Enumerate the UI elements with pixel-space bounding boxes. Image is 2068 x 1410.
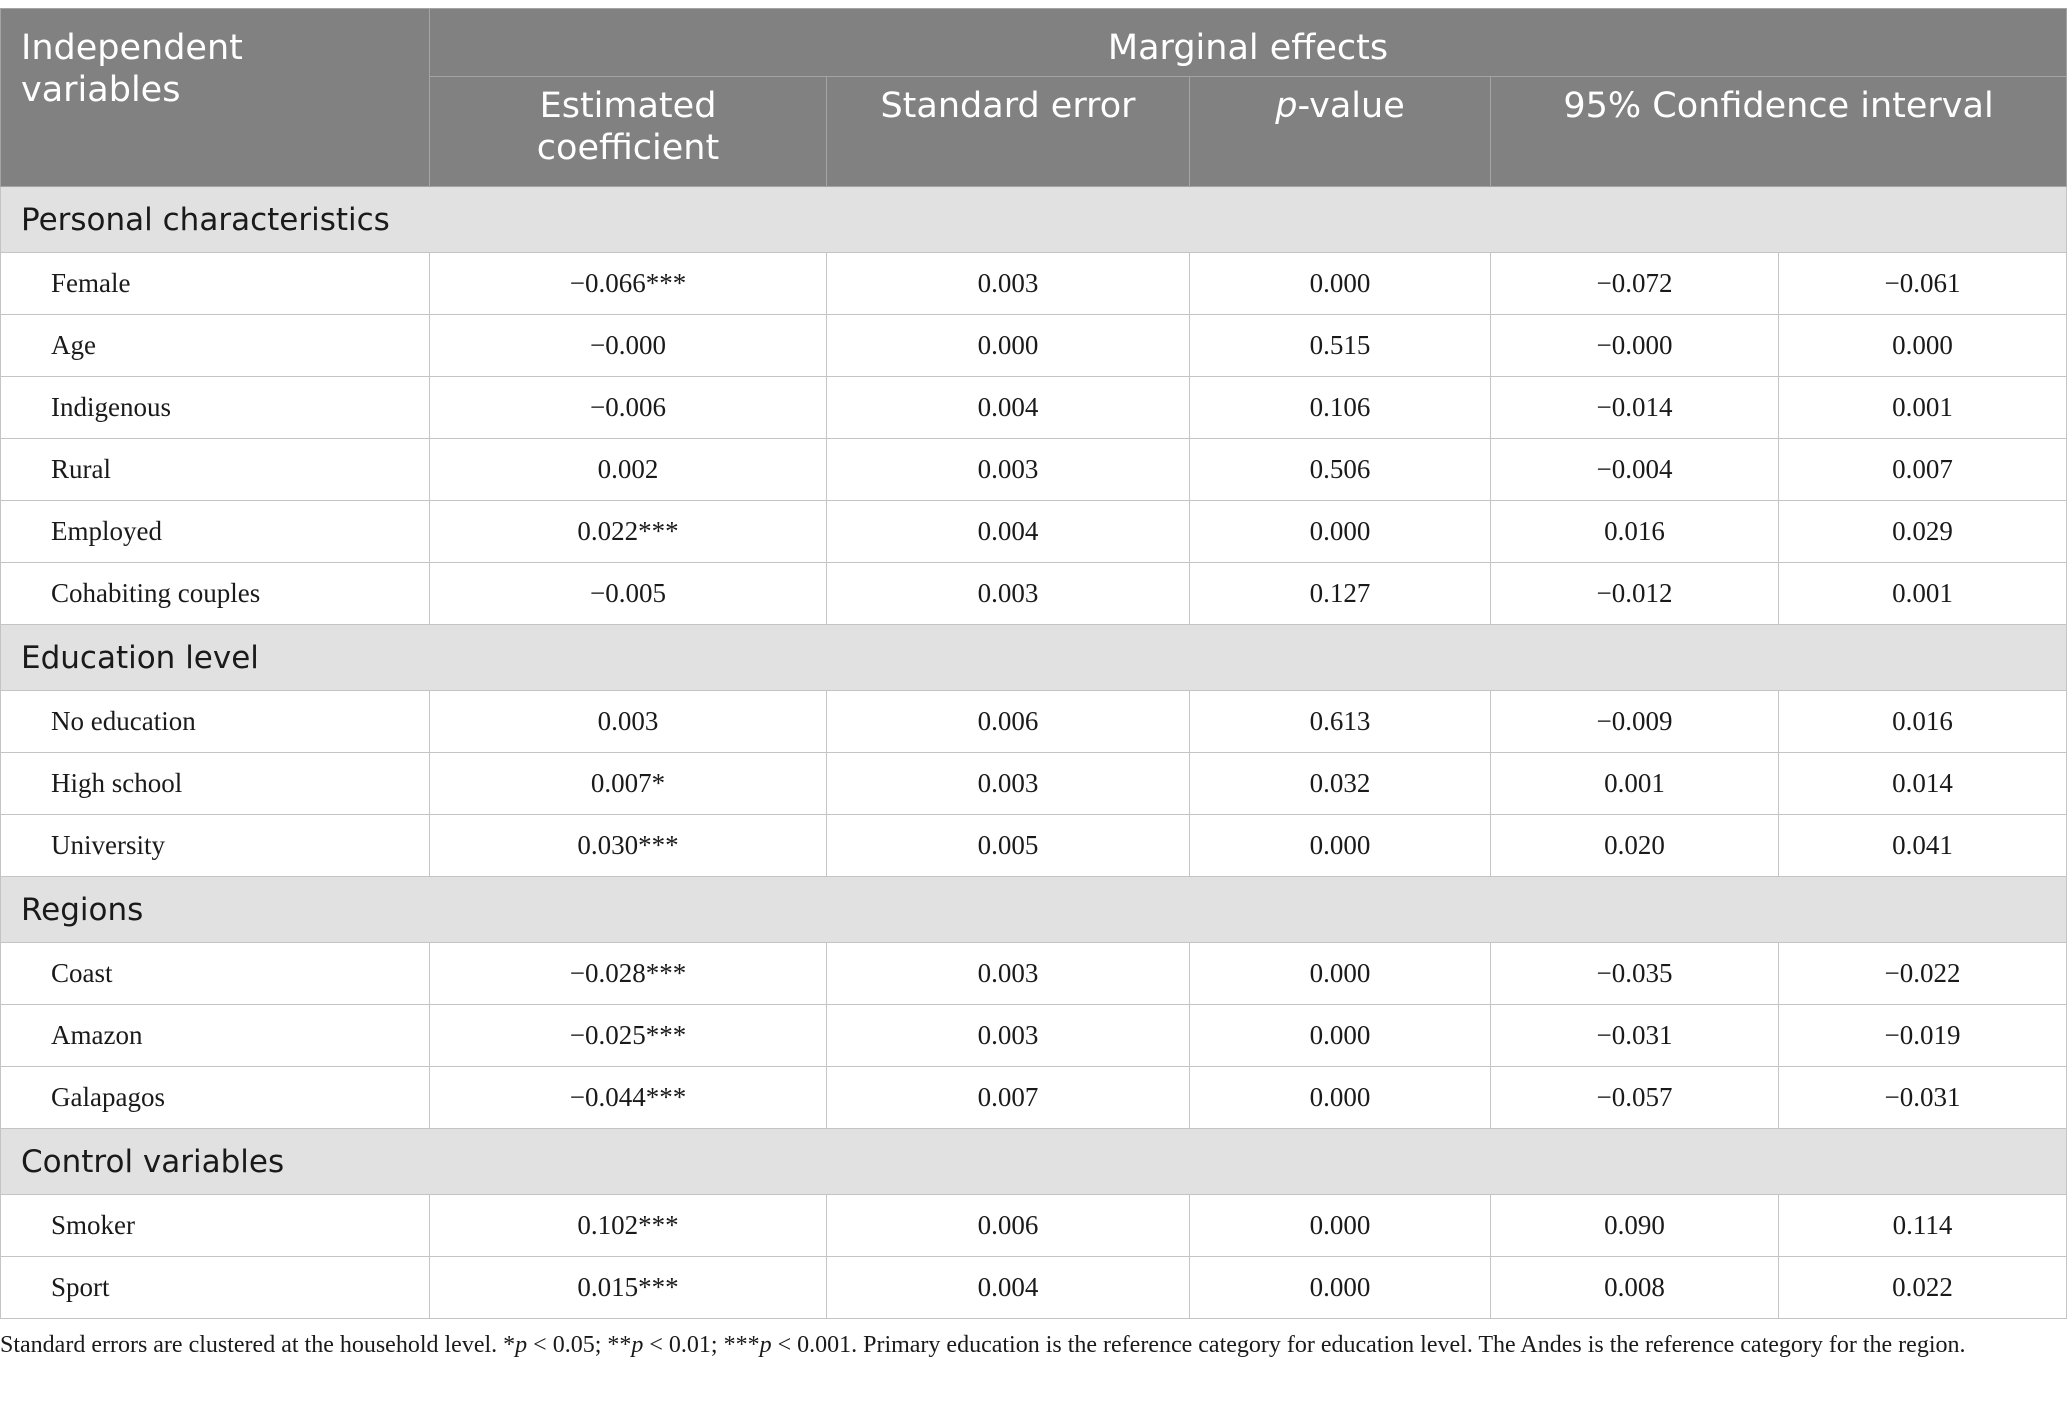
header-p-suffix: -value — [1297, 86, 1405, 126]
cell-ci-upper: 0.016 — [1779, 691, 2067, 753]
cell-ci-lower: −0.009 — [1491, 691, 1779, 753]
table-row — [1, 943, 2067, 1005]
cell-p-value: 0.106 — [1190, 377, 1491, 439]
cell-ci-upper: 0.000 — [1779, 315, 2067, 377]
footnote-text-3: < 0.01; *** — [643, 1332, 760, 1358]
footnote-p-2: p — [631, 1332, 644, 1358]
cell-variable: Coast — [1, 943, 430, 1005]
cell-ci-lower: 0.001 — [1491, 753, 1779, 815]
cell-variable: Indigenous — [1, 377, 430, 439]
cell-coefficient: −0.006 — [430, 377, 827, 439]
cell-ci-lower: 0.016 — [1491, 501, 1779, 563]
cell-ci-lower: −0.000 — [1491, 315, 1779, 377]
table-row — [1, 253, 2067, 315]
cell-coefficient: −0.028*** — [430, 943, 827, 1005]
table-row — [1, 1195, 2067, 1257]
cell-standard-error: 0.004 — [827, 377, 1190, 439]
cell-coefficient: −0.025*** — [430, 1005, 827, 1067]
cell-variable: Cohabiting couples — [1, 563, 430, 625]
section-row — [1, 187, 2067, 253]
cell-standard-error: 0.005 — [827, 815, 1190, 877]
footnote-text-2: < 0.05; ** — [527, 1332, 632, 1358]
cell-ci-lower: −0.012 — [1491, 563, 1779, 625]
table-header — [1, 9, 2067, 187]
cell-p-value: 0.613 — [1190, 691, 1491, 753]
cell-coefficient: 0.022*** — [430, 501, 827, 563]
section-row — [1, 877, 2067, 943]
cell-standard-error: 0.004 — [827, 1257, 1190, 1319]
section-row — [1, 1129, 2067, 1195]
footnote-text-4: < 0.001. Primary education is the reference category for education level. The Andes is the reference category for the region. — [771, 1332, 1966, 1358]
header-confidence-interval: 95% Confidence interval — [1491, 77, 2067, 187]
cell-p-value: 0.127 — [1190, 563, 1491, 625]
cell-ci-upper: 0.001 — [1779, 563, 2067, 625]
cell-ci-upper: 0.029 — [1779, 501, 2067, 563]
cell-variable: Smoker — [1, 1195, 430, 1257]
cell-coefficient: −0.005 — [430, 563, 827, 625]
cell-ci-lower: 0.090 — [1491, 1195, 1779, 1257]
cell-standard-error: 0.000 — [827, 315, 1190, 377]
cell-p-value: 0.000 — [1190, 1067, 1491, 1129]
footnote-p-1: p — [515, 1332, 528, 1358]
cell-coefficient: −0.000 — [430, 315, 827, 377]
cell-standard-error: 0.004 — [827, 501, 1190, 563]
cell-coefficient: −0.066*** — [430, 253, 827, 315]
cell-coefficient: 0.003 — [430, 691, 827, 753]
cell-standard-error: 0.003 — [827, 943, 1190, 1005]
header-standard-error: Standard error — [827, 77, 1190, 187]
cell-ci-lower: −0.031 — [1491, 1005, 1779, 1067]
cell-coefficient: 0.002 — [430, 439, 827, 501]
cell-standard-error: 0.003 — [827, 439, 1190, 501]
cell-p-value: 0.000 — [1190, 1005, 1491, 1067]
cell-variable: High school — [1, 753, 430, 815]
cell-ci-upper: −0.019 — [1779, 1005, 2067, 1067]
table-row — [1, 315, 2067, 377]
header-p-italic: p — [1275, 86, 1298, 126]
cell-ci-lower: −0.057 — [1491, 1067, 1779, 1129]
table-row — [1, 1067, 2067, 1129]
table-row — [1, 691, 2067, 753]
cell-variable: Amazon — [1, 1005, 430, 1067]
cell-variable: Galapagos — [1, 1067, 430, 1129]
header-p-value — [1190, 77, 1491, 187]
cell-ci-lower: −0.035 — [1491, 943, 1779, 1005]
cell-p-value: 0.000 — [1190, 815, 1491, 877]
table-row — [1, 753, 2067, 815]
cell-variable: Age — [1, 315, 430, 377]
cell-standard-error: 0.003 — [827, 563, 1190, 625]
header-estimated-coefficient — [430, 77, 827, 187]
cell-variable: Rural — [1, 439, 430, 501]
cell-ci-lower: 0.020 — [1491, 815, 1779, 877]
cell-ci-lower: −0.004 — [1491, 439, 1779, 501]
cell-coefficient: 0.015*** — [430, 1257, 827, 1319]
table-row — [1, 563, 2067, 625]
cell-ci-upper: −0.022 — [1779, 943, 2067, 1005]
cell-standard-error: 0.006 — [827, 1195, 1190, 1257]
cell-p-value: 0.000 — [1190, 501, 1491, 563]
cell-standard-error: 0.003 — [827, 253, 1190, 315]
table-row — [1, 815, 2067, 877]
table-row — [1, 501, 2067, 563]
cell-p-value: 0.000 — [1190, 943, 1491, 1005]
cell-standard-error: 0.003 — [827, 753, 1190, 815]
cell-p-value: 0.032 — [1190, 753, 1491, 815]
cell-standard-error: 0.007 — [827, 1067, 1190, 1129]
footnote-text-1: Standard errors are clustered at the household level. * — [0, 1332, 516, 1358]
section-title: Regions — [1, 877, 2067, 943]
cell-p-value: 0.506 — [1190, 439, 1491, 501]
cell-ci-lower: −0.072 — [1491, 253, 1779, 315]
cell-ci-upper: 0.022 — [1779, 1257, 2067, 1319]
section-title: Education level — [1, 625, 2067, 691]
cell-ci-upper: 0.014 — [1779, 753, 2067, 815]
table-row — [1, 439, 2067, 501]
cell-coefficient: 0.007* — [430, 753, 827, 815]
header-independent-variables: Independent variables — [1, 9, 430, 187]
footnote-p-3: p — [759, 1332, 772, 1358]
cell-variable: Employed — [1, 501, 430, 563]
cell-variable: No education — [1, 691, 430, 753]
cell-p-value: 0.000 — [1190, 1195, 1491, 1257]
cell-ci-lower: −0.014 — [1491, 377, 1779, 439]
cell-p-value: 0.000 — [1190, 1257, 1491, 1319]
cell-p-value: 0.515 — [1190, 315, 1491, 377]
cell-ci-upper: −0.031 — [1779, 1067, 2067, 1129]
section-title: Control variables — [1, 1129, 2067, 1195]
cell-ci-upper: −0.061 — [1779, 253, 2067, 315]
marginal-effects-table — [0, 8, 2067, 1319]
table-row — [1, 1005, 2067, 1067]
cell-ci-upper: 0.007 — [1779, 439, 2067, 501]
cell-standard-error: 0.003 — [827, 1005, 1190, 1067]
section-title: Personal characteristics — [1, 187, 2067, 253]
cell-ci-upper: 0.001 — [1779, 377, 2067, 439]
cell-p-value: 0.000 — [1190, 253, 1491, 315]
cell-variable: University — [1, 815, 430, 877]
cell-ci-upper: 0.114 — [1779, 1195, 2067, 1257]
results-table-container — [0, 8, 2066, 1319]
table-row — [1, 377, 2067, 439]
cell-standard-error: 0.006 — [827, 691, 1190, 753]
table-footnote — [0, 1328, 2066, 1362]
cell-coefficient: 0.102*** — [430, 1195, 827, 1257]
cell-variable: Sport — [1, 1257, 430, 1319]
cell-coefficient: 0.030*** — [430, 815, 827, 877]
table-row — [1, 1257, 2067, 1319]
section-row — [1, 625, 2067, 691]
cell-variable: Female — [1, 253, 430, 315]
cell-coefficient: −0.044*** — [430, 1067, 827, 1129]
header-estimated-coefficient-label: Estimated coefficient — [536, 86, 720, 168]
table-body — [1, 187, 2067, 1319]
header-marginal-effects: Marginal effects — [430, 9, 2067, 77]
cell-ci-lower: 0.008 — [1491, 1257, 1779, 1319]
cell-ci-upper: 0.041 — [1779, 815, 2067, 877]
